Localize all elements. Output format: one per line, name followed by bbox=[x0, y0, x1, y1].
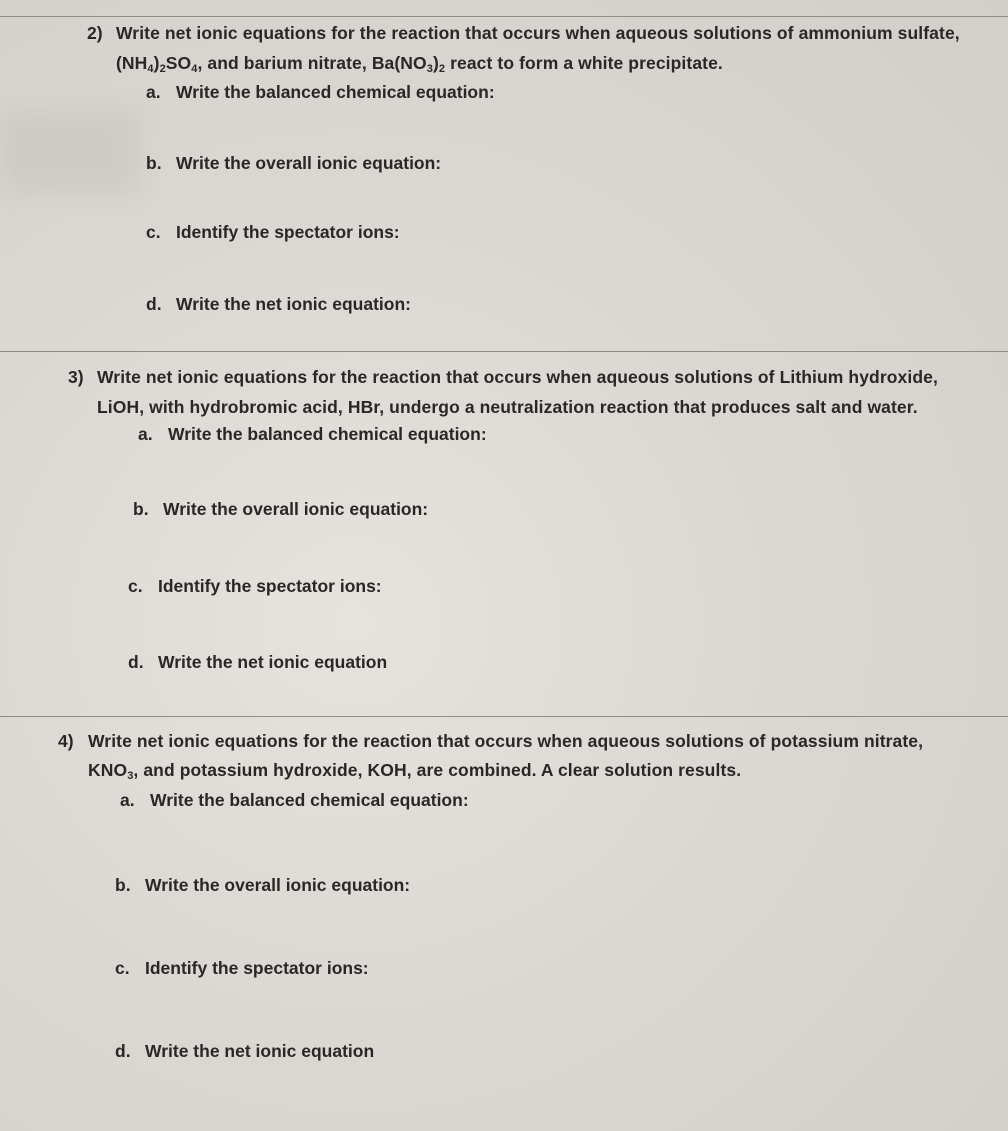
part-a: a. Write the balanced chemical equation: bbox=[146, 82, 495, 102]
divider-top bbox=[0, 16, 1008, 17]
formula-potassium-nitrate: $KNO_3$ bbox=[88, 760, 134, 782]
part-b: b. Write the overall ionic equation: bbox=[146, 153, 442, 173]
question-text-line-1: Write net ionic equations for the reaction that occurs when aqueous solutions of Lithium hydroxide, bbox=[97, 367, 938, 387]
question-text-line-2: $KNO_3$, and potassium hydroxide, KOH, are combined. A clear solution results. bbox=[88, 760, 742, 782]
part-d: d. Write the net ionic equation bbox=[115, 1041, 375, 1061]
divider-1 bbox=[0, 351, 1008, 352]
part-b: b. Write the overall ionic equation: bbox=[115, 875, 411, 895]
part-d: d. Write the net ionic equation: bbox=[146, 294, 411, 314]
question-number: 3) bbox=[68, 367, 84, 387]
formula-barium-nitrate: $Ba(NO_3)_2$ bbox=[371, 53, 446, 75]
question-number: 2) bbox=[87, 23, 103, 43]
part-c: c. Identify the spectator ions: bbox=[146, 222, 400, 242]
part-c: c. Identify the spectator ions: bbox=[128, 576, 382, 596]
part-c: c. Identify the spectator ions: bbox=[115, 958, 369, 978]
question-text-line-1: Write net ionic equations for the reaction that occurs when aqueous solutions of potassium nitrate, bbox=[88, 731, 924, 751]
part-d: d. Write the net ionic equation bbox=[128, 652, 388, 672]
shadow bbox=[0, 110, 140, 195]
question-text-line-2: $(NH_4)_2SO_4$, and barium nitrate, $Ba(NO_3)_2$ react to form a white precipitate. bbox=[116, 53, 723, 75]
divider-2 bbox=[0, 716, 1008, 717]
question-text-line-1: Write net ionic equations for the reaction that occurs when aqueous solutions of ammonium sulfate, bbox=[116, 23, 960, 43]
question-text-line-2: LiOH, with hydrobromic acid, HBr, undergo a neutralization reaction that produces salt and water. bbox=[97, 397, 918, 417]
part-b: b. Write the overall ionic equation: bbox=[133, 499, 429, 519]
formula-ammonium-sulfate: $(NH_4)_2SO_4$ bbox=[116, 53, 198, 75]
question-number: 4) bbox=[58, 731, 74, 751]
part-a: a. Write the balanced chemical equation: bbox=[120, 790, 469, 810]
part-a: a. Write the balanced chemical equation: bbox=[138, 424, 487, 444]
